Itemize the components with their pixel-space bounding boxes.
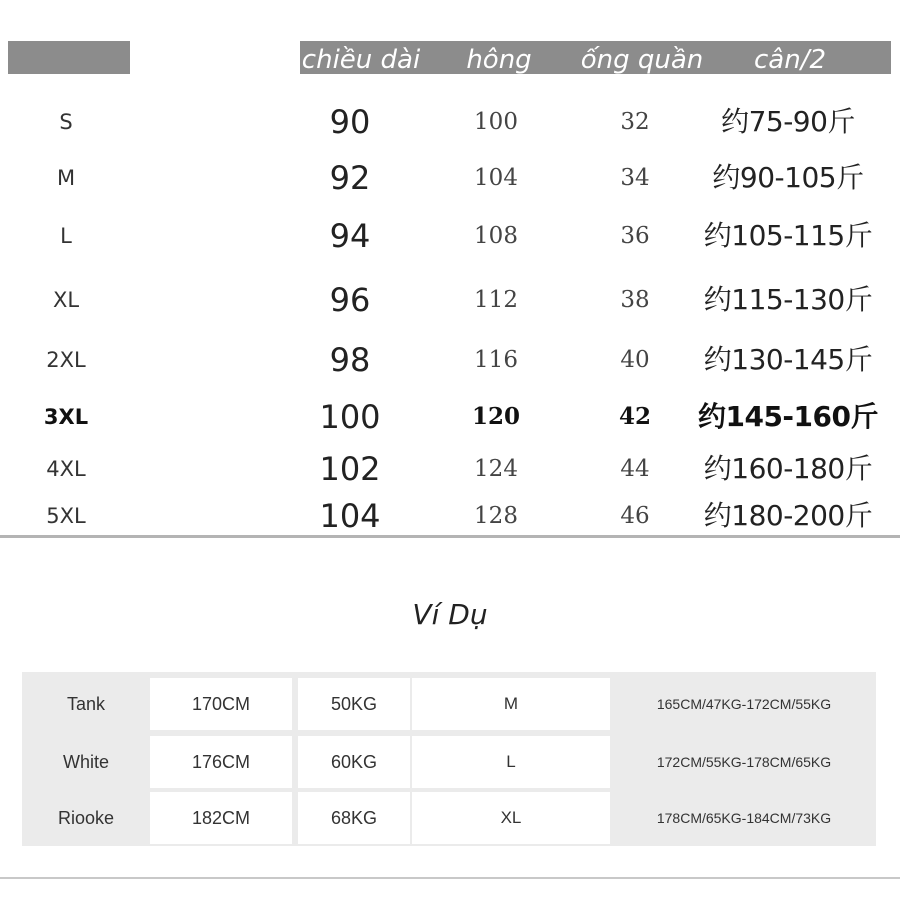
size-row-weight: 约75-90斤	[721, 105, 855, 138]
size-row-hip: 120	[471, 403, 520, 430]
example-row-height: 182CM	[191, 808, 251, 828]
size-row-size: L	[60, 224, 72, 248]
size-row-leg: 44	[620, 456, 650, 482]
example-row-size: M	[503, 694, 519, 713]
header-length: chiều dài	[301, 45, 421, 75]
size-row-weight: 约145-160斤	[697, 400, 879, 433]
header-bar-left	[8, 41, 130, 74]
size-row-length: 90	[329, 103, 371, 141]
example-row-height: 176CM	[191, 752, 251, 772]
size-row-leg: 36	[620, 223, 650, 249]
example-row-range: 172CM/55KG-178CM/65KG	[656, 754, 832, 770]
example-row-weight: 68KG	[330, 808, 378, 828]
divider-top	[0, 535, 900, 538]
size-row-weight: 约115-130斤	[703, 283, 873, 316]
size-row-length: 98	[329, 341, 371, 379]
size-row-weight: 约130-145斤	[703, 343, 873, 376]
size-row-leg: 38	[620, 287, 650, 313]
size-row-hip: 128	[474, 503, 518, 529]
divider-bottom	[0, 877, 900, 879]
header-leg: ống quần	[580, 45, 704, 75]
example-row-range: 178CM/65KG-184CM/73KG	[656, 810, 832, 826]
size-row-hip: 104	[474, 165, 518, 191]
size-row-length: 102	[319, 450, 381, 488]
size-row-leg: 34	[620, 165, 650, 191]
size-row-length: 96	[329, 281, 371, 319]
example-title: Ví Dụ	[412, 598, 488, 631]
size-row-length: 94	[329, 217, 371, 255]
size-row-hip: 116	[474, 347, 518, 373]
example-row-name: White	[62, 752, 109, 772]
size-row-size: M	[56, 166, 76, 190]
size-row-leg: 40	[620, 347, 650, 373]
size-row-weight: 约160-180斤	[703, 452, 873, 485]
example-row-name: Tank	[66, 694, 106, 714]
size-row-leg: 46	[620, 503, 650, 529]
size-row-size: 4XL	[46, 457, 86, 481]
size-row-size: 2XL	[46, 348, 86, 372]
example-row-weight: 60KG	[330, 752, 378, 772]
example-row-size: L	[506, 752, 516, 771]
size-row-hip: 124	[474, 456, 518, 482]
size-row-leg: 32	[620, 109, 650, 135]
size-row-weight: 约105-115斤	[703, 219, 873, 252]
size-row-weight: 约180-200斤	[703, 499, 873, 532]
size-row-hip: 112	[474, 287, 518, 313]
example-row-height: 170CM	[191, 694, 251, 714]
size-row-length: 92	[329, 159, 371, 197]
size-row-weight: 约90-105斤	[712, 161, 864, 194]
size-row-size: XL	[52, 288, 80, 312]
header-weight: cân/2	[753, 45, 826, 75]
size-row-size: 3XL	[43, 405, 89, 429]
example-row-name: Riooke	[57, 808, 115, 828]
size-row-length: 104	[319, 497, 381, 535]
size-row-size: S	[59, 110, 73, 134]
size-row-size: 5XL	[46, 504, 86, 528]
size-row-length: 100	[319, 398, 381, 436]
size-row-hip: 108	[474, 223, 518, 249]
example-row-weight: 50KG	[330, 694, 378, 714]
size-row-hip: 100	[474, 109, 518, 135]
header-hip: hông	[466, 45, 532, 75]
example-row-range: 165CM/47KG-172CM/55KG	[656, 696, 832, 712]
example-row-size: XL	[500, 808, 522, 827]
size-row-leg: 42	[618, 403, 651, 430]
